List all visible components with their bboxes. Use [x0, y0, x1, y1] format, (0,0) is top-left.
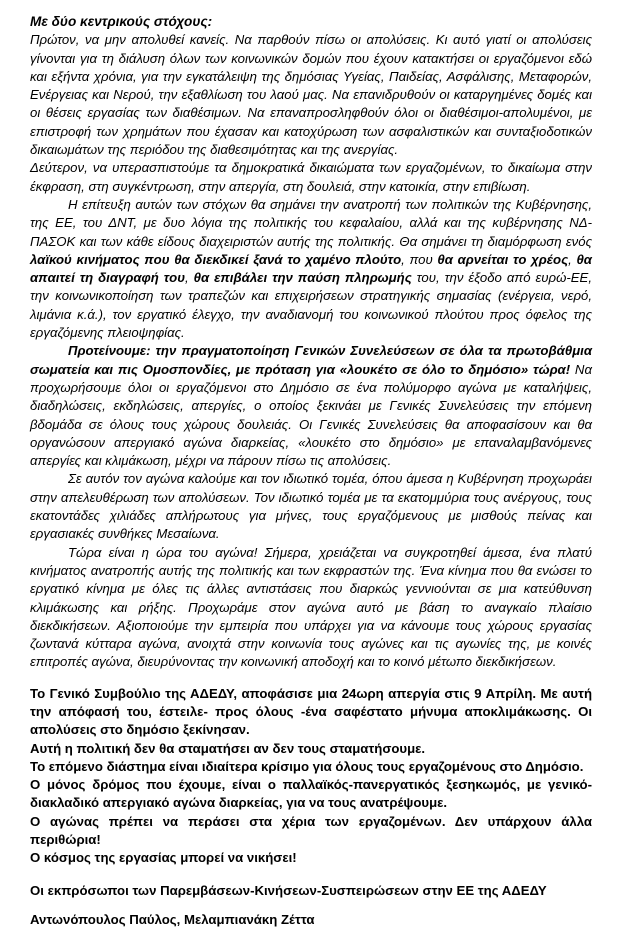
bold-text-run: θα αρνείται το χρέος	[437, 251, 569, 267]
resolution-paragraph: Αυτή η πολιτική δεν θα σταματήσει αν δεν τους σταματήσουμε.	[30, 740, 426, 756]
text-run: του, την έξοδο από ευρώ-ΕΕ, την κοινωνικοποίηση των τραπεζών και επιχειρήσεων στρατηγικής σημασίας (ενέργεια, νερό, λιμάνια κ.ά.), τον εργατικό έλεγχο, την αναδιανομή του κοινωνικού πλούτου προς όφελος της εργαζόμενης πλειοψηφίας.	[30, 270, 592, 341]
text-run: Τώρα είναι η ώρα του αγώνα! Σήμερα, χρειάζεται να συγκροτηθεί άμεσα, ένα πλατύ κινήματος ανατροπής αυτής της πολιτικής και των εκφραστών της. Ένα κίνημα που θα ενώσει το εργατικό κίνημα με όλες τις άλλες αντιστάσεις που διαρκώς γεννιούνται σε μια κατεύθυνση κλιμάκωσης και ρήξης. Προχωράμε στον αγώνα αυτό με βάση το αναγκαίο πλαίσιο διεκδικήσεων. Αξιοποιούμε την εμπειρία που υπάρχει για να κάνουμε τους χώρους εργασίας ζωντανά κύτταρα αγώνα, ανοιχτά στην κοινωνία τους αγώνες και τις αγωνίες της, με κοινές επιτροπές αγώνα, διευρύνοντας την κοινωνική αποδοχή και το κοινό μέτωπο διεκδικήσεων.	[30, 544, 592, 670]
text-run: Δεύτερον, να υπερασπιστούμε τα δημοκρατικά δικαιώματα των εργαζομένων, το δικαίωμα στην έκφραση, στη συγκέντρωση, στην απεργία, στη δουλειά, στην κατοικία, στην επιβίωση.	[30, 160, 592, 194]
text-run: , που	[401, 251, 438, 267]
body-paragraph	[30, 159, 592, 196]
resolution-paragraph: Ο μόνος δρόμος που έχουμε, είναι ο παλλαϊκός-πανεργατικός ξεσηκωμός, με γενικό-διακλαδικό απεργιακό αγώνα διαρκείας, για να τους ανατρέψουμε.	[30, 777, 592, 811]
text-run: Να προχωρήσουμε όλοι οι εργαζόμενοι στο Δημόσιο σε ένα πολύμορφο αγώνα με καταλήψεις, διαδηλώσεις, εκδηλώσεις, απεργίες, ο οποίος ξεκινάει με Γενικές Συνελεύσεις την επόμενη βδομάδα σε όλους τους χώρους δουλειάς. Οι Γενικές Συνελεύσεις θα αποφασίσουν και θα οργανώσουν απεργιακό αγώνα διαρκείας, «λουκέτο στο δημόσιο» με επαναλαμβανόμενες απεργίες και κλιμάκωση, μέχρι να πάρουν πίσω τις απολύσεις.	[30, 361, 592, 469]
body-paragraph	[30, 31, 592, 159]
text-run: Η επίτευξη αυτών των στόχων θα σημάνει την ανατροπή των πολιτικών της Κυβέρνησης, της ΕΕ, του ΔΝΤ, με δυο λόγια της πολιτικής του κεφαλαίου, αλλά και της κυβέρνησης ΝΔ-ΠΑΣΟΚ και των κάθε είδους διαχειριστών αυτής της πολιτικής. Θα σημάνει τη διαμόρφωση ενός	[30, 196, 592, 249]
bold-text-run: Προτείνουμε: την πραγματοποίηση Γενικών Συνελεύσεων σε όλα τα πρωτοβάθμια σωματεία και πις Ομοσπονδίες, με πρόταση για «λουκέτο σε όλο το δημόσιο» τώρα!	[30, 343, 592, 377]
text-run: ,	[185, 270, 194, 286]
text-run: Πρώτον, να μην απολυθεί κανείς. Να παρθούν πίσω οι απολύσεις. Κι αυτό γιατί οι απολύσεις γίνονται για τη διάλυση όλων των κοινωνικών δομών που έχουν κατακτήσει οι εργαζόμενοι εδώ και εξήντα χρόνια, για την εγκατάλειψη της δημόσιας Υγείας, Παιδείας, Ασφάλισης, Μεταφορών, Ενέργειας και Νερού, την εξαθλίωση του λαού μας. Να επανιδρυθούν οι καταργημένες δομές και οι θέσεις εργασίας των διαθέσιμων. Να επαναπροσληφθούν όλοι οι διαθέσιμοι-απολυμένοι, με επιστροφή των χρημάτων που έχασαν και κατοχύρωση των ασφαλιστικών και συνταξιοδοτικών δικαιωμάτων της περιόδου της διαθεσιμότητας και της ανεργίας.	[30, 32, 592, 158]
text-run: Σε αυτόν τον αγώνα καλούμε και τον ιδιωτικό τομέα, όπου άμεσα η Κυβέρνηση προχωράει στην απελευθέρωση των απολύσεων. Τον ιδιωτικό τομέα με τα εκατομμύρια τους ανέργους, τους εκατοντάδες χιλιάδες απλήρωτους για μήνες, τους εργαζόμενους με μισθούς πείνας και εργασιακές συνθήκες Μεσαίωνα.	[30, 471, 592, 542]
signatories-line: Αντωνόπουλος Παύλος, Μελαμπιανάκη Ζέττα	[30, 911, 315, 927]
resolution-paragraphs	[30, 685, 592, 868]
resolution-paragraph: Ο αγώνας πρέπει να περάσει στα χέρια των εργαζομένων. Δεν υπάρχουν άλλα περιθώρια!	[30, 813, 592, 848]
document-heading: Με δύο κεντρικούς στόχους:	[30, 14, 213, 29]
bold-text-run: θα απαιτεί τη διαγραφή του	[30, 251, 592, 286]
body-paragraph	[30, 342, 592, 470]
text-run: ,	[568, 251, 577, 267]
body-paragraph	[30, 196, 592, 342]
resolution-paragraph: Ο κόσμος της εργασίας μπορεί να νικήσει!	[30, 850, 297, 866]
signature-line: Οι εκπρόσωποι των Παρεμβάσεων-Κινήσεων-Συσπειρώσεων στην ΕΕ της ΑΔΕΔΥ	[30, 882, 547, 898]
resolution-paragraph: Το επόμενο διάστημα είναι ιδιαίτερα κρίσιμο για όλους τους εργαζομένους στο Δημόσιο.	[30, 758, 584, 774]
body-paragraph	[30, 470, 592, 543]
bold-text-run: λαϊκού κινήματος που θα διεκδικεί ξανά το χαμένο πλούτο	[30, 251, 402, 267]
resolution-paragraph: Το Γενικό Συμβούλιο της ΑΔΕΔΥ, αποφάσισε μια 24ωρη απεργία στις 9 Απρίλη. Με αυτή την απόφασή του, έστειλε- προς όλους -ένα σαφέστατο μήνυμα αποκλιμάκωσης. Οι απολύσεις στο δημόσιο ξεκίνησαν.	[30, 685, 592, 738]
body-paragraph	[30, 544, 592, 672]
body-paragraphs	[30, 31, 592, 671]
bold-text-run: θα επιβάλει την παύση πληρωμής	[193, 270, 412, 286]
